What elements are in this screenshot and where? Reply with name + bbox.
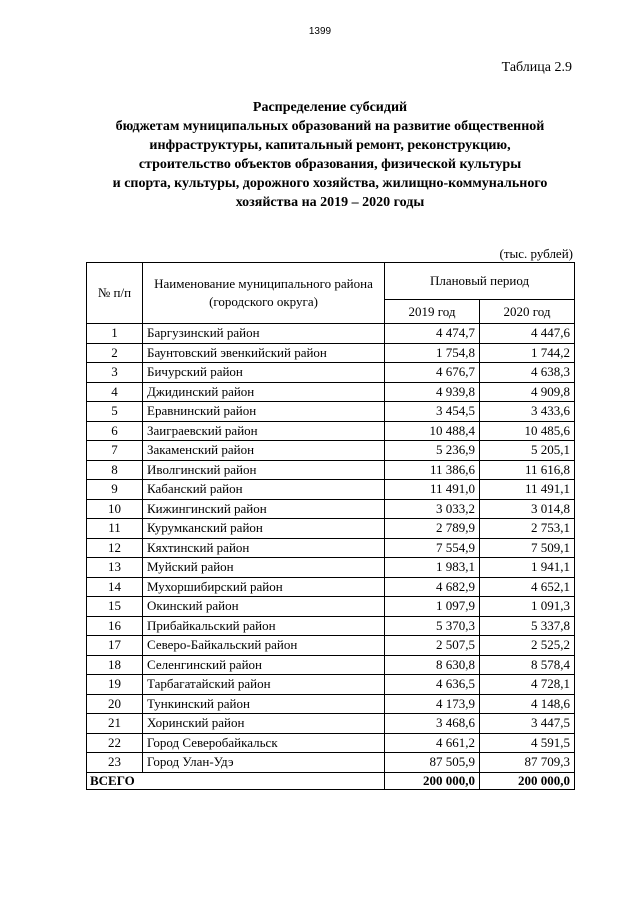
- value-2019: 11 491,0: [385, 480, 480, 500]
- table-row: [87, 402, 575, 422]
- value-2019: 87 505,9: [385, 753, 480, 773]
- row-number: 22: [87, 733, 143, 753]
- table-row: [87, 753, 575, 773]
- value-2019: 2 789,9: [385, 519, 480, 539]
- row-number: 10: [87, 499, 143, 519]
- district-name: Баргузинский район: [143, 324, 385, 344]
- value-2019: 7 554,9: [385, 538, 480, 558]
- table-row: [87, 655, 575, 675]
- value-2020: 1 091,3: [480, 597, 575, 617]
- title-line: инфраструктуры, капитальный ремонт, реконструкцию,: [149, 138, 511, 153]
- table-row: [87, 538, 575, 558]
- units-label: (тыс. рублей): [499, 246, 573, 261]
- subsidy-table: [86, 262, 575, 790]
- district-name: Джидинский район: [143, 382, 385, 402]
- total-label: ВСЕГО: [87, 772, 385, 789]
- row-number: 6: [87, 421, 143, 441]
- value-2020: 4 447,6: [480, 324, 575, 344]
- value-2020: 2 525,2: [480, 636, 575, 656]
- row-number: 23: [87, 753, 143, 773]
- district-name: Курумканский район: [143, 519, 385, 539]
- page-number: 1399: [308, 26, 332, 37]
- table-row: [87, 421, 575, 441]
- district-name: Кабанский район: [143, 480, 385, 500]
- value-2020: 8 578,4: [480, 655, 575, 675]
- table-row: [87, 343, 575, 363]
- district-name: Мухоршибирский район: [143, 577, 385, 597]
- value-2020: 3 447,5: [480, 714, 575, 734]
- district-name: Тарбагатайский район: [143, 675, 385, 695]
- value-2019: 1 754,8: [385, 343, 480, 363]
- value-2019: 4 474,7: [385, 324, 480, 344]
- title-line: строительство объектов образования, физической культуры: [138, 157, 522, 172]
- value-2020: 87 709,3: [480, 753, 575, 773]
- table-row: [87, 577, 575, 597]
- value-2020: 5 337,8: [480, 616, 575, 636]
- row-number: 7: [87, 441, 143, 461]
- header-year-2020: 2020 год: [480, 300, 575, 324]
- value-2020: 4 652,1: [480, 577, 575, 597]
- row-number: 13: [87, 558, 143, 578]
- value-2019: 10 488,4: [385, 421, 480, 441]
- row-number: 11: [87, 519, 143, 539]
- value-2020: 4 728,1: [480, 675, 575, 695]
- title-line: и спорта, культуры, дорожного хозяйства, жилищно-коммунального: [112, 176, 548, 191]
- value-2019: 8 630,8: [385, 655, 480, 675]
- table-row: [87, 558, 575, 578]
- row-number: 15: [87, 597, 143, 617]
- total-2020: 200 000,0: [480, 772, 575, 789]
- table-label: Таблица 2.9: [501, 60, 572, 75]
- value-2019: 5 370,3: [385, 616, 480, 636]
- value-2020: 7 509,1: [480, 538, 575, 558]
- table-row: [87, 733, 575, 753]
- table-row: [87, 441, 575, 461]
- row-number: 2: [87, 343, 143, 363]
- row-number: 9: [87, 480, 143, 500]
- district-name: Хоринский район: [143, 714, 385, 734]
- table-row: [87, 636, 575, 656]
- row-number: 1: [87, 324, 143, 344]
- value-2019: 3 033,2: [385, 499, 480, 519]
- table-row: [87, 694, 575, 714]
- table-row: [87, 382, 575, 402]
- value-2019: 4 636,5: [385, 675, 480, 695]
- value-2019: 4 939,8: [385, 382, 480, 402]
- district-name: Бичурский район: [143, 363, 385, 383]
- row-number: 8: [87, 460, 143, 480]
- district-name: Город Северобайкальск: [143, 733, 385, 753]
- district-name: Закаменский район: [143, 441, 385, 461]
- value-2020: 1 941,1: [480, 558, 575, 578]
- value-2020: 3 433,6: [480, 402, 575, 422]
- header-planned-period: Плановый период: [385, 263, 575, 300]
- value-2020: 4 148,6: [480, 694, 575, 714]
- row-number: 12: [87, 538, 143, 558]
- header-district-name: Наименование муниципального района (городского округа): [143, 263, 385, 324]
- district-name: Город Улан-Удэ: [143, 753, 385, 773]
- row-number: 20: [87, 694, 143, 714]
- row-number: 21: [87, 714, 143, 734]
- row-number: 5: [87, 402, 143, 422]
- title-line: Распределение субсидий: [252, 100, 408, 115]
- value-2019: 1 097,9: [385, 597, 480, 617]
- row-number: 16: [87, 616, 143, 636]
- value-2020: 2 753,1: [480, 519, 575, 539]
- value-2020: 4 638,3: [480, 363, 575, 383]
- total-2019: 200 000,0: [385, 772, 480, 789]
- value-2020: 4 591,5: [480, 733, 575, 753]
- header-year-2019: 2019 год: [385, 300, 480, 324]
- value-2020: 3 014,8: [480, 499, 575, 519]
- district-name: Кижингинский район: [143, 499, 385, 519]
- district-name: Муйский район: [143, 558, 385, 578]
- row-number: 4: [87, 382, 143, 402]
- table-row: [87, 499, 575, 519]
- value-2019: 4 682,9: [385, 577, 480, 597]
- value-2019: 5 236,9: [385, 441, 480, 461]
- value-2020: 11 491,1: [480, 480, 575, 500]
- district-name: Северо-Байкальский район: [143, 636, 385, 656]
- value-2020: 1 744,2: [480, 343, 575, 363]
- title-line: хозяйства на 2019 – 2020 годы: [235, 195, 425, 210]
- table-row: [87, 324, 575, 344]
- value-2019: 11 386,6: [385, 460, 480, 480]
- title-line: бюджетам муниципальных образований на развитие общественной: [115, 119, 545, 134]
- row-number: 17: [87, 636, 143, 656]
- district-name: Еравнинский район: [143, 402, 385, 422]
- district-name: Тункинский район: [143, 694, 385, 714]
- district-name: Окинский район: [143, 597, 385, 617]
- table-body: [87, 324, 575, 773]
- table-row: [87, 714, 575, 734]
- row-number: 18: [87, 655, 143, 675]
- value-2019: 4 676,7: [385, 363, 480, 383]
- value-2019: 3 454,5: [385, 402, 480, 422]
- value-2020: 10 485,6: [480, 421, 575, 441]
- district-name: Прибайкальский район: [143, 616, 385, 636]
- value-2019: 2 507,5: [385, 636, 480, 656]
- district-name: Селенгинский район: [143, 655, 385, 675]
- table-row: [87, 460, 575, 480]
- value-2019: 3 468,6: [385, 714, 480, 734]
- header-number: № п/п: [87, 263, 143, 324]
- value-2019: 4 661,2: [385, 733, 480, 753]
- table-row: [87, 616, 575, 636]
- value-2020: 4 909,8: [480, 382, 575, 402]
- district-name: Заиграевский район: [143, 421, 385, 441]
- district-name: Кяхтинский район: [143, 538, 385, 558]
- value-2019: 4 173,9: [385, 694, 480, 714]
- district-name: Иволгинский район: [143, 460, 385, 480]
- table-row: [87, 675, 575, 695]
- table-row: [87, 363, 575, 383]
- table-row: [87, 519, 575, 539]
- table-row: [87, 597, 575, 617]
- total-row: [87, 772, 575, 789]
- table-row: [87, 480, 575, 500]
- value-2019: 1 983,1: [385, 558, 480, 578]
- value-2020: 5 205,1: [480, 441, 575, 461]
- row-number: 19: [87, 675, 143, 695]
- value-2020: 11 616,8: [480, 460, 575, 480]
- document-title: [60, 98, 600, 212]
- row-number: 3: [87, 363, 143, 383]
- row-number: 14: [87, 577, 143, 597]
- district-name: Баунтовский эвенкийский район: [143, 343, 385, 363]
